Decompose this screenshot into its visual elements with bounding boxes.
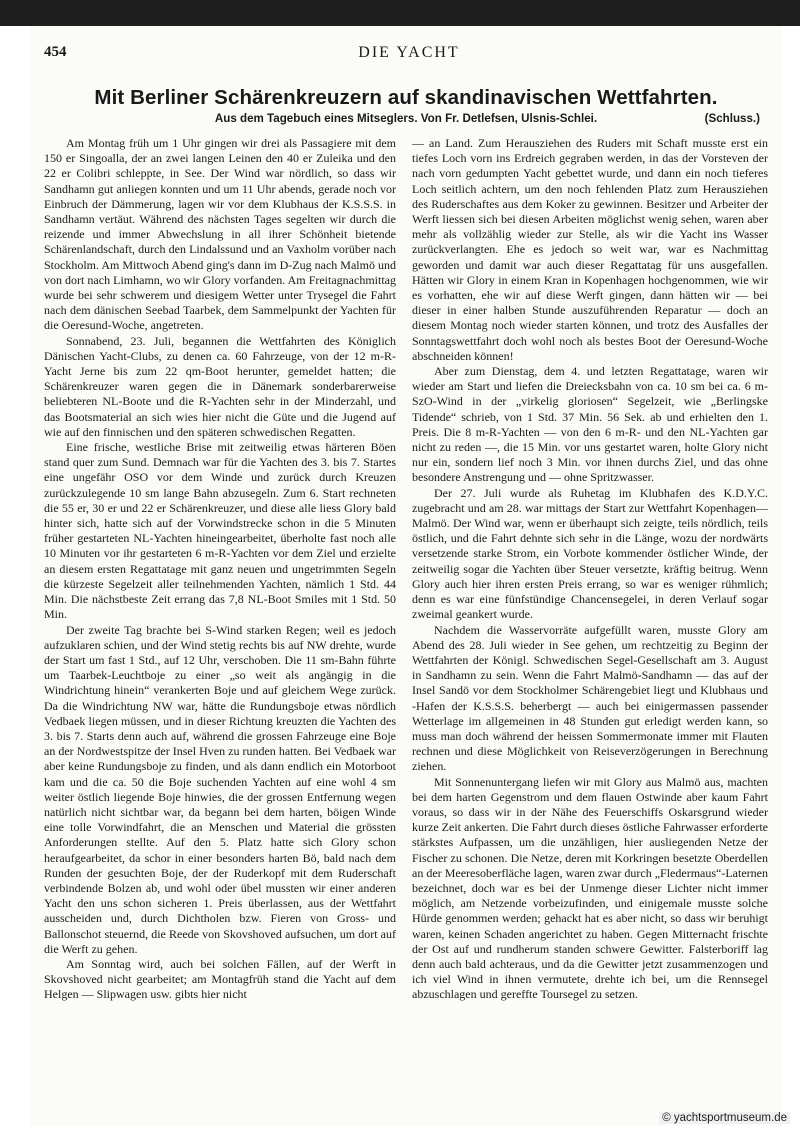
article-subtitle: Aus dem Tagebuch eines Mitseglers. Von Fr. Detlefsen, Ulsnis-Schlei. [214, 112, 598, 125]
paragraph: Nachdem die Wasservorräte aufgefüllt waren, musste Glory am Abend des 28. Juli wieder in See gehen, um rechtzeitig zu Beginn der Wettfahrten der Königl. Schwedischen Segel-Gesellschaft am 3. August in Sandhamn zu sein. Wenn die Fahrt Malmö-Sandhamn — das auf der Insel Sandö vor dem Stockholmer Schärengebiet liegt und Klubhaus und -Hafen der K.S.S.S. beherbergt — auch bei einigermassen passender Wetterlage im allgemeinen in 48 Stunden gut erledigt werden kann, so muss man doch während der heissen Sommermonate immer mit Flauten rechnen und diese Möglichkeit von Reiseverzögerungen in Berechnung ziehen. [412, 622, 768, 774]
copyright-watermark: © yachtsportmuseum.de [659, 1112, 790, 1124]
paragraph: Aber zum Dienstag, dem 4. und letzten Regattatage, waren wir wieder am Start und liefen die Dreiecksbahn von ca. 10 sm bei ca. 6 m-SzO-Wind in der „virkelig gloriosen“ Segelzeit, wie „Berlingske Tidende“ schrieb, von 1 Std. 37 Min. 56 Sek. ab und erhielten den 1. Preis. Die 8 m-R-Yachten — von den 6 m-R- und den NL-Yachten gar nicht zu reden —, die 15 Min. vor uns gestartet waren, holte Glory nicht nur ein, sondern lief noch 3 Min. vor ihnen durchs Ziel, und das ohne besondere Anstrengung und — ohne Spritzwasser. [412, 364, 768, 485]
page-header [44, 44, 774, 64]
left-column [44, 136, 396, 1003]
paragraph: Der zweite Tag brachte bei S-Wind starken Regen; weil es jedoch aufzuklaren schien, und der Wind stetig rechts bis auf NW drehte, wurde der Start um fast 1 Std., auf 12 Uhr, verschoben. Die 11 sm-Bahn führte um Taarbek-Leuchtboje zu einer „so weit als angängig in die Windrichtung hinein“ verankerten Boje und auf gleichem Wege zurück. Da die Windrichtung NW war, hätte die Rundungsboje etwas nördlich Vedbaek liegen müssen, und in dieser Richtung kreuzten die Yachten des 3. bis 7. Starts denn auch auf, während die grossen Fahrzeuge eine Boje an der Nordwestspitze der Insel Hven zu runden hatten. Bei Vedbaek war aber keine Rundungsboje zu finden, und als dann endlich ein Motorboot kam und die ca. 50 die Boje suchenden Yachten auf eine wohl 4 sm weiter östlich liegende Boje hinwies, die der grossen Entfernung wegen natürlich nicht sichtbar war, da begann bei dem harten, böigen Winde eine tolle Vorwindfahrt, die an Menschen und Material die grössten Anforderungen stellte. Auf den 5. Platz hatte sich Glory schon heraufgearbeitet, da schor in einer besonders harten Bö, bald nach dem Runden der gesuchten Boje, der der Ruderkopf mit dem Ruderschaft verbindende Bolzen ab, und wohl oder übel mussten wir einer anderen Yacht den uns schon sicheren 1. Preis überlassen, aus der Wettfahrt ausscheiden und, durch Dichtholen bzw. Fieren von Gross- und Ballonschot steuernd, die Reede von Skovshoved aufsuchen, um dort auf die Werft zu gehen. [44, 622, 396, 956]
running-title: DIE YACHT [358, 44, 460, 61]
paragraph: Eine frische, westliche Brise mit zeitweilig etwas härteren Böen stand quer zum Sund. Demnach war für die Yachten des 3. bis 7. Startes eine ungefähr OSO vor dem Winde und zurück durch Kreuzen zurückzulegende 10 sm lange Bahn abzusegeln. Zum 6. Start rechneten die 55 er, 30 er und 22 er Schärenkreuzer, und diese alle liess Glory bald hinter sich, hatte sich auf der Vorwindstrecke schon in die 5 Minuten früher gestarteten NL-Yachten hineingearbeitet, überholte fast noch alle 10 Minuten vor ihr gestarteten 6 m-R-Yachten vor dem Ziel und erzielte an diesem ersten Regattatage mit ganz neuen und ungetrimmten Segeln die kürzeste Segelzeit aller teilnehmenden Yachten, nämlich 1 Std. 44 Min. Die nächstbeste Zeit errang das 7,8 NL-Boot Smiles mit 1 Std. 50 Min. [44, 440, 396, 622]
paragraph: — an Land. Zum Herausziehen des Ruders mit Schaft musste erst ein tiefes Loch vorn ins Erdreich gegraben werden, in das der Vorsteven der nach vorn gedumpten Yacht gebettet wurde, und dann ein noch tieferes Loch seitlich achtern, um den noch fehlenden Platz zum Herausziehen des Ruderschaftes aus dem Koker zu gewinnen. Besitzer und Arbeiter der Werft liessen sich bei diesen Arbeiten möglichst wenig sehen, waren aber mehr als vollzählig wieder zur Stelle, als wir die Yacht ins Wasser zurückverlangten. Ehe es jedoch so weit war, war es Nachmittag geworden und damit war auch dieser Regattatag für uns ausgefallen. Hätten wir Glory in einem Kran in Kopenhagen hochgenommen, wie wir es vorhatten, ehe wir auf diese Werft gingen, dann hätten wir — bei dieser in einer halben Stunde auszuführenden Reparatur — doch an diesem Montag noch wieder starten können, und trotz des Ausfalles der Sonntagswettfahrt doch wohl noch als bestes Boot der Oeresund-Woche abschneiden können! [412, 136, 768, 363]
paragraph: Am Montag früh um 1 Uhr gingen wir drei als Passagiere mit dem 150 er Singoalla, der an zwei langen Leinen den 40 er Zuleika und den 22 er Colibri schleppte, in See. Der Wind war nördlich, so dass wir Sandhamn gut anliegen konnten und um 11 Uhr abends, gerade noch vor Einbruch der Dämmerung, lagen wir vor dem Klubhaus der K.S.S.S. in Sandhamn vertäut. Während des nächsten Tages segelten wir durch die reizende und immer Abwechslung in all ihrer Schönheit bietende Schärenlandschaft, durch den Lindalssund und an Vaxholm vorüber nach Stockholm. Am Mittwoch Abend ging's dann im D-Zug nach Malmö und von dort nach Limhamn, wo wir Glory vorfanden. Am Freitagnachmittag wurde bei sehr schwerem und diesigem Wetter unter Trysegel die Fahrt nach dem dänischen Seebad Taarbek, dem Sammelpunkt der Yachten für die Oeresund-Woche, angetreten. [44, 136, 396, 333]
magazine-page [30, 26, 782, 1126]
scan-top-border [0, 0, 800, 26]
paragraph: Mit Sonnenuntergang liefen wir mit Glory aus Malmö aus, machten bei dem harten Gegenstrom und dem flauen Ostwinde aber kaum Fahrt voraus, so dass wir in der Nähe des Feuerschiffs Oskarsgrund wieder kurze Zeit ankerten. Die Fahrt durch dieses östliche Fahrwasser erforderte stärkstes Aufpassen, um die unzähligen, hier ausliegenden Netze der Fischer zu schonen. Die Netze, deren mit Korkringen besetzte Oberdellen an der Meeresoberfläche lagen, waren zwar durch „Fledermaus“-Laternen bezeichnet, doch war es bei der Unmenge dieser Lichter nicht immer möglich, am Netzende vorbeizufinden, und einigemale musste solche Hürde genommen werden; gehackt hat es aber nicht, so dass wir beruhigt waren, keinen Schaden angerichtet zu haben. Gegen Mitternacht frischte der Ost auf und rundherum standen schwere Gewitter. Falsterboriff lag denn auch bald achteraus, und da die Gewitter jetzt zusammenzogen und ich viel Wind in ihnen vermutete, drehte ich bei, um die Rennsegel abzuschlagen und gereffte Toursegel zu setzen. [412, 774, 768, 1002]
paragraph: Der 27. Juli wurde als Ruhetag im Klubhafen des K.D.Y.C. zugebracht und am 28. war mittags der Start zur Wettfahrt Kopenhagen—Malmö. Der Wind war, wenn er überhaupt sich zeigte, teils nördlich, teils östlich, und die Fahrt dehnte sich sehr in die Länge, wozu der nordwärts versetzende starke Strom, ein Vorbote kommender östlicher Winde, der zeitweilig sogar die Yachten über Steuer versetzte, kräftig beitrug. Wenn Glory auch hier ihren ersten Preis errang, so war es weniger rühmlich; denn es war eine fünfstündige Chancensegelei, in deren Verlauf sogar zweimal geankert wurde. [412, 485, 768, 622]
paragraph: Sonnabend, 23. Juli, begannen die Wettfahrten des Königlich Dänischen Yacht-Clubs, zu denen ca. 60 Fahrzeuge, von der 12 m-R-Yacht Jerne bis zum 22 qm-Boot herunter, gemeldet hatten; die Schärenkreuzer waren gegen die in Dänemark sonderbarerweise beliebteren NL-Boote und die R-Yachten sehr in der Minderzahl, und das Bootsmaterial an sich wies hier nicht die Güte und die Jugend auf wie auf den finnischen und den späteren schwedischen Regatten. [44, 333, 396, 439]
right-column [412, 136, 768, 1003]
continuation-note: (Schluss.) [704, 112, 760, 125]
article-title: Mit Berliner Schärenkreuzern auf skandinavischen Wettfahrten. [94, 86, 718, 109]
paragraph: Am Sonntag wird, auch bei solchen Fällen, auf der Werft in Skovshoved nicht gearbeitet; am Montagfrüh stand die Yacht auf dem Helgen — Slipwagen usw. gibts hier nicht [44, 956, 396, 1002]
page-number: 454 [44, 44, 67, 60]
